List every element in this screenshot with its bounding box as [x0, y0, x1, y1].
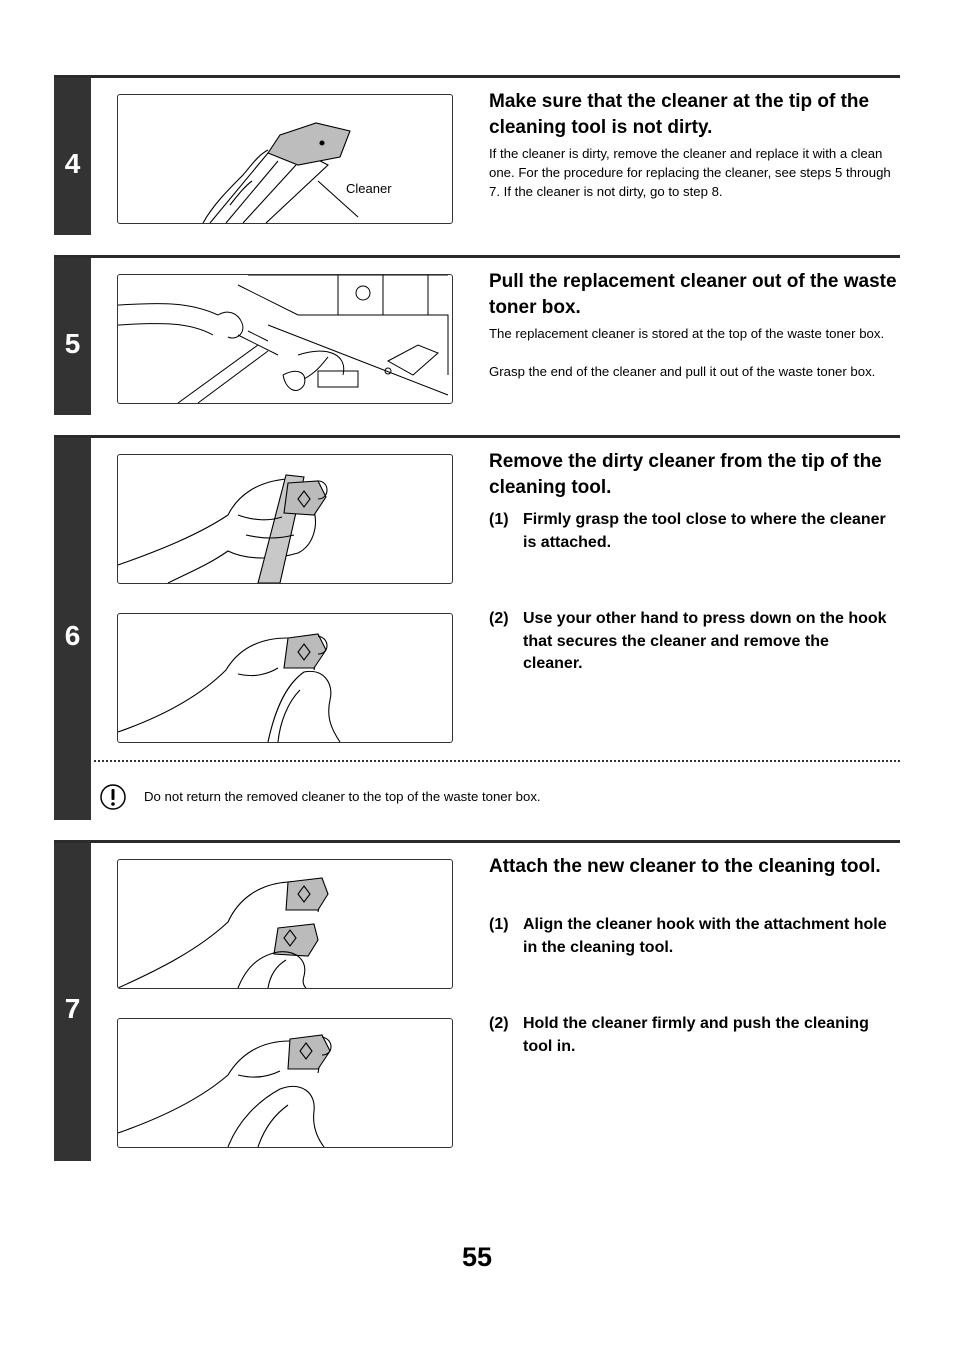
figure-align-hook: [117, 859, 453, 989]
note-divider: [94, 760, 900, 762]
step-7-heading: Attach the new cleaner to the cleaning tool.: [489, 856, 881, 877]
substep-text: Hold the cleaner firmly and push the cleaning tool in.: [523, 1015, 869, 1055]
substep-number: (1): [489, 511, 509, 528]
figure-waste-toner-box: [117, 274, 453, 404]
substep-text: Firmly grasp the tool close to where the cleaner is attached.: [523, 511, 886, 551]
page-number: 55: [461, 1242, 493, 1272]
step-number: 7: [64, 993, 81, 1024]
cleaner-callout-label: Cleaner: [346, 181, 392, 196]
note-text: Do not return the removed cleaner to the top of the waste toner box.: [144, 789, 541, 804]
hand-removing-cleaner-illustration: [118, 614, 452, 742]
step-number: 4: [64, 148, 81, 179]
step-5-body-1: The replacement cleaner is stored at the top of the waste toner box.: [489, 326, 885, 341]
figure-push-tool: [117, 1018, 453, 1148]
substep-text: Align the cleaner hook with the attachment hole in the cleaning tool.: [523, 916, 887, 956]
substep-number: (1): [489, 916, 509, 933]
align-cleaner-hook-illustration: [118, 860, 452, 988]
step-5-body-2: Grasp the end of the cleaner and pull it out of the waste toner box.: [489, 364, 876, 379]
step-5: [54, 255, 900, 415]
waste-toner-box-illustration: [118, 275, 452, 403]
figure-remove-cleaner: [117, 613, 453, 743]
step-6: [54, 435, 900, 820]
step-number: 5: [64, 328, 81, 359]
step-4-body: If the cleaner is dirty, remove the cleaner and replace it with a clean one. For the procedure for replacing the cleaner, see steps 5 through 7. If the cleaner is not dirty, go to step 8.: [489, 146, 891, 199]
step-4: [54, 75, 900, 235]
step-4-heading: Make sure that the cleaner at the tip of the cleaning tool is not dirty.: [489, 91, 870, 138]
substep-text: Use your other hand to press down on the hook that secures the cleaner and remove the cleaner.: [523, 610, 887, 672]
exclamation-icon: [100, 784, 126, 810]
substep-number: (2): [489, 1015, 509, 1032]
push-cleaning-tool-illustration: [118, 1019, 452, 1147]
step-number: 6: [64, 620, 81, 651]
step-6-heading: Remove the dirty cleaner from the tip of the cleaning tool.: [489, 451, 882, 498]
figure-cleaner-tip: [117, 94, 453, 224]
step-7: [54, 840, 900, 1161]
step-5-heading: Pull the replacement cleaner out of the waste toner box.: [489, 271, 897, 318]
cleaning-tool-illustration: [118, 95, 452, 223]
hand-grasping-tool-illustration: [118, 455, 452, 583]
substep-number: (2): [489, 610, 509, 627]
figure-grasp-tool: [117, 454, 453, 584]
